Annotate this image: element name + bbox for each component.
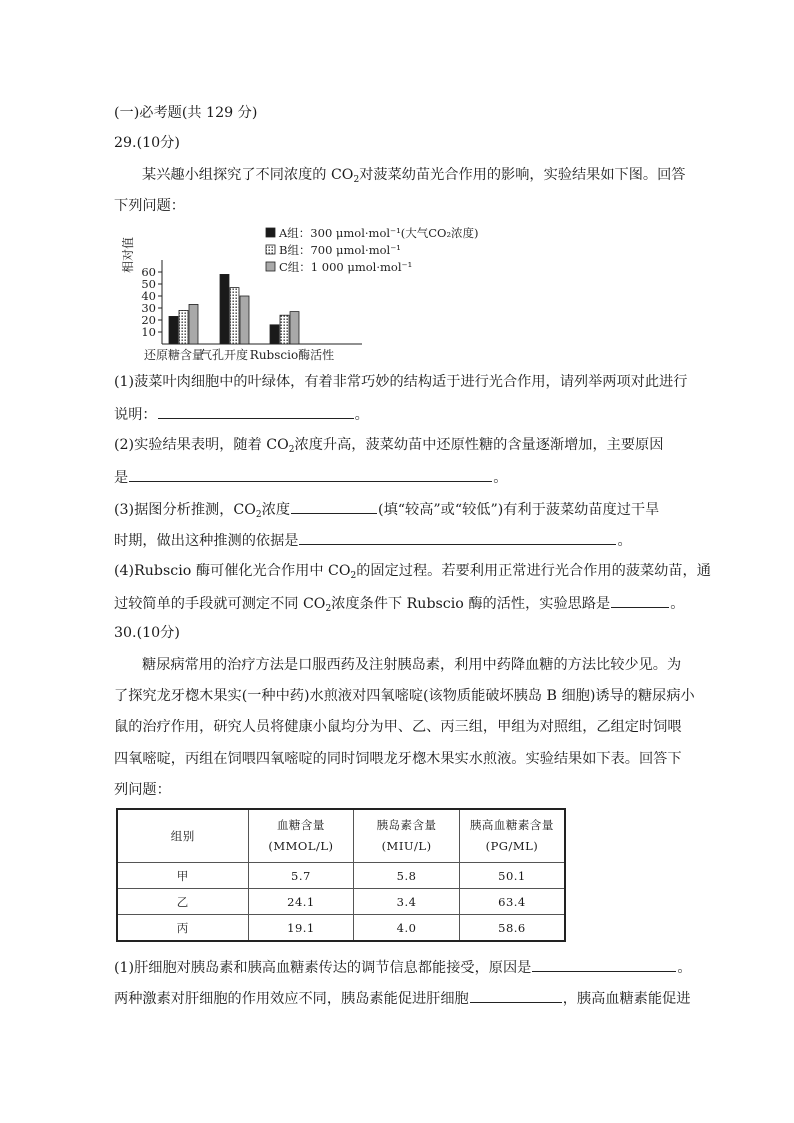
y-axis-label: 相对值 <box>121 236 135 274</box>
q29-number: 29.(10分) <box>114 135 180 151</box>
q30-p1-line2: 两种激素对肝细胞的作用效应不同，胰岛素能促进肝细胞 ，胰高血糖素能促进 <box>114 987 690 1009</box>
x-category-label: Rubscio酶活性 <box>249 348 335 362</box>
q29-p2-line1: (2)实验结果表明，随着 $CO_2$浓度升高，菠菜幼苗中还原性糖的含量逐渐增加，主要原因 <box>114 437 664 455</box>
bar-dots <box>179 310 188 344</box>
table-cell: 4.0 <box>354 915 460 942</box>
legend-swatch <box>266 262 275 271</box>
q30-text-line2: 了探究龙牙楤木果实(一种中药)水煎液对四氧嘧啶(该物质能破坏胰岛 B 细胞)诱导的糖尿病小 <box>114 688 695 704</box>
x-category-label: 还原糖含量 <box>143 348 205 362</box>
table-cell: 19.1 <box>248 915 354 942</box>
bar-dots <box>280 315 289 344</box>
q30-text-line3: 鼠的治疗作用，研究人员将健康小鼠均分为甲、乙、丙三组，甲组为对照组，乙组定时饲喂 <box>114 719 682 735</box>
table-header-cell: 胰岛素含量 (MIU/L) <box>354 809 460 863</box>
table-header-row <box>117 809 565 863</box>
table-row <box>117 863 565 889</box>
answer-blank[interactable] <box>470 987 562 1003</box>
q29-p4-line2: 过较简单的手段就可测定不同 $CO_2$浓度条件下 Rubscio 酶的活性，实验思路是 。 <box>114 592 684 614</box>
table-cell: 丙 <box>117 915 248 942</box>
y-tick-label: 50 <box>141 277 156 291</box>
table-cell: 3.4 <box>354 889 460 915</box>
section-title: (一)必考题(共 129 分) <box>114 105 258 121</box>
y-tick-label: 10 <box>141 325 156 339</box>
answer-blank[interactable] <box>291 498 377 514</box>
q30-text-line4: 四氧嘧啶，丙组在饲喂四氧嘧啶的同时饲喂龙牙楤木果实水煎液。实验结果如下表。回答下 <box>114 751 682 767</box>
q29-p3-line2: 时期，做出这种推测的依据是 。 <box>114 529 632 551</box>
legend-label: B组：700 μmol·mol⁻¹ <box>279 243 401 257</box>
bar-gray <box>189 304 198 344</box>
x-category-label: 气孔开度 <box>199 348 249 362</box>
q29-p4-line1: (4)Rubscio 酶可催化光合作用中 $CO_2$的固定过程。若要利用正常进行光合作用的菠菜幼苗，通 <box>114 563 711 581</box>
table-cell: 63.4 <box>459 889 565 915</box>
table-cell: 58.6 <box>459 915 565 942</box>
bar-chart <box>112 222 492 370</box>
results-table <box>116 808 566 942</box>
q30-p1-line1: (1)肝细胞对胰岛素和胰高血糖素传达的调节信息都能接受，原因是 。 <box>114 956 692 978</box>
table-header-cell: 胰高血糖素含量 (PG/ML) <box>459 809 565 863</box>
q30-text-line5: 列问题： <box>114 782 171 798</box>
q29-intro: 某兴趣小组探究了不同浓度的 $CO_2$对菠菜幼苗光合作用的影响，实验结果如下图。回答 <box>142 167 686 185</box>
bar-solid <box>270 325 279 344</box>
q29-p3-line1: (3)据图分析推测，$CO_2$浓度 (填“较高”或“较低”)有利于菠菜幼苗度过干旱 <box>114 498 659 520</box>
table-cell: 24.1 <box>248 889 354 915</box>
answer-blank[interactable] <box>129 466 492 482</box>
answer-blank[interactable] <box>299 529 616 545</box>
legend-label: A组：300 μmol·mol⁻¹(大气CO₂浓度) <box>279 226 479 240</box>
table-cell: 乙 <box>117 889 248 915</box>
table-header-cell: 组别 <box>117 809 248 863</box>
y-tick-label: 20 <box>141 313 156 327</box>
legend-swatch <box>266 245 275 254</box>
bar-solid <box>169 316 178 344</box>
answer-blank[interactable] <box>611 592 669 608</box>
legend-label: C组：1 000 μmol·mol⁻¹ <box>279 260 413 274</box>
table-cell: 50.1 <box>459 863 565 889</box>
bar-solid <box>220 274 229 344</box>
y-tick-label: 30 <box>141 301 156 315</box>
q29-p1-line2: 说明： 。 <box>114 403 369 425</box>
answer-blank[interactable] <box>158 403 354 419</box>
q29-p2-line2: 是 。 <box>114 466 507 488</box>
y-tick-label: 60 <box>141 265 156 279</box>
q29-p1-line1: (1)菠菜叶肉细胞中的叶绿体，有着非常巧妙的结构适于进行光合作用，请列举两项对此进行 <box>114 374 688 390</box>
table-row <box>117 915 565 942</box>
table-header-cell: 血糖含量 (MMOL/L) <box>248 809 354 863</box>
bar-dots <box>230 288 239 344</box>
table-cell: 5.8 <box>354 863 460 889</box>
legend-swatch <box>266 228 275 237</box>
table-cell: 甲 <box>117 863 248 889</box>
y-tick-label: 40 <box>141 289 156 303</box>
bar-gray <box>240 296 249 344</box>
table-cell: 5.7 <box>248 863 354 889</box>
table-row <box>117 889 565 915</box>
q30-number: 30.(10分) <box>114 625 180 641</box>
answer-blank[interactable] <box>532 956 676 972</box>
bar-gray <box>290 312 299 344</box>
q30-text-line1: 糖尿病常用的治疗方法是口服西药及注射胰岛素，利用中药降血糖的方法比较少见。为 <box>142 657 682 673</box>
q29-intro-cont: 下列问题： <box>114 198 185 214</box>
